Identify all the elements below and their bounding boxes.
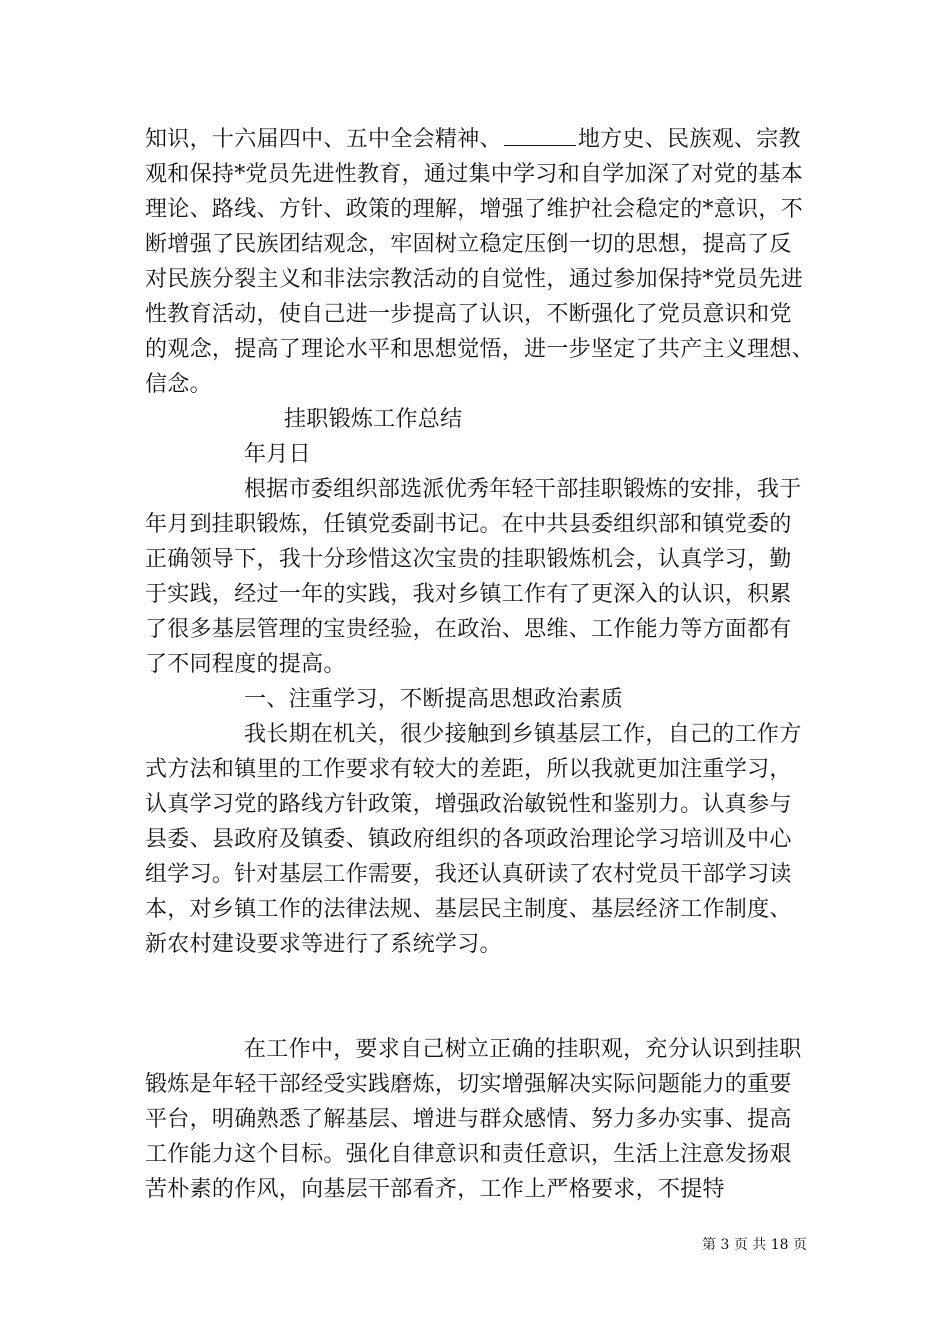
intro-line-1 [145,127,801,153]
para2-line-5: 组学习。针对基层工作需要，我还认真研读了农村党员干部学习读 [145,862,792,887]
para1-line-3: 正确领导下，我十分珍惜这次宝贵的挂职锻炼机会，认真学习，勤 [145,547,792,572]
para1-line-2: 年月到挂职锻炼，任镇党委副书记。在中共县委组织部和镇党委的 [145,512,792,537]
section-heading: 一、注重学习，不断提高思想政治素质 [244,687,624,712]
para1-line-4: 于实践，经过一年的实践，我对乡镇工作有了更深入的认识，积累 [145,582,792,607]
para2-line-7: 新农村建设要求等进行了系统学习。 [145,932,502,957]
para1-line-1: 根据市委组织部选派优秀年轻干部挂职锻炼的安排，我于 [244,477,802,502]
para3-line-4: 工作能力这个目标。强化自律意识和责任意识，生活上注意发扬艰 [145,1142,792,1167]
para2-line-4: 县委、县政府及镇委、镇政府组织的各项政治理论学习培训及中心 [145,827,792,852]
para1-line-5: 了很多基层管理的宝贵经验，在政治、思维、工作能力等方面都有 [145,617,792,642]
intro-line-5: 对民族分裂主义和非法宗教活动的自觉性，通过参加保持*党员先进 [145,267,804,292]
intro-line-4: 断增强了民族团结观念，牢固树立稳定压倒一切的思想，提高了反 [145,232,792,257]
intro-line-3: 理论、路线、方针、政策的理解，增强了维护社会稳定的*意识，不 [145,197,804,222]
intro-line-2: 观和保持*党员先进性教育，通过集中学习和自学加深了对党的基本 [145,162,804,187]
document-date: 年月日 [244,442,311,467]
intro-line-1-end: 地方史、民族观、宗教 [577,127,801,152]
intro-line-8: 信念。 [145,372,212,397]
page-number: 第 3 页 共 18 页 [702,1237,807,1253]
intro-line-6: 性教育活动，使自己进一步提高了认识，不断强化了党员意识和党 [145,302,792,327]
para2-line-3: 认真学习党的路线方针政策，增强政治敏锐性和鉴别力。认真参与 [145,792,792,817]
document-title: 挂职锻炼工作总结 [284,407,463,432]
para2-line-2: 式方法和镇里的工作要求有较大的差距，所以我就更加注重学习， [145,757,792,782]
para2-line-6: 本，对乡镇工作的法律法规、基层民主制度、基层经济工作制度、 [145,897,792,922]
intro-line-1-start: 知识，十六届四中、五中全会精神、 [145,127,502,152]
para3-line-3: 平台，明确熟悉了解基层、增进与群众感情、努力多办实事、提高 [145,1107,792,1132]
para3-line-2: 锻炼是年轻干部经受实践磨炼，切实增强解决实际问题能力的重要 [145,1072,792,1097]
para2-line-1: 我长期在机关，很少接触到乡镇基层工作，自己的工作方 [244,722,802,747]
intro-line-7: 的观念，提高了理论水平和思想觉悟，进一步坚定了共产主义理想、 [145,337,815,362]
para3-line-1: 在工作中，要求自己树立正确的挂职观，充分认识到挂职 [244,1037,802,1062]
para3-line-5: 苦朴素的作风，向基层干部看齐，工作上严格要求，不提特 [145,1177,725,1202]
para1-line-6: 了不同程度的提高。 [145,652,346,677]
fill-in-blank [504,127,576,146]
